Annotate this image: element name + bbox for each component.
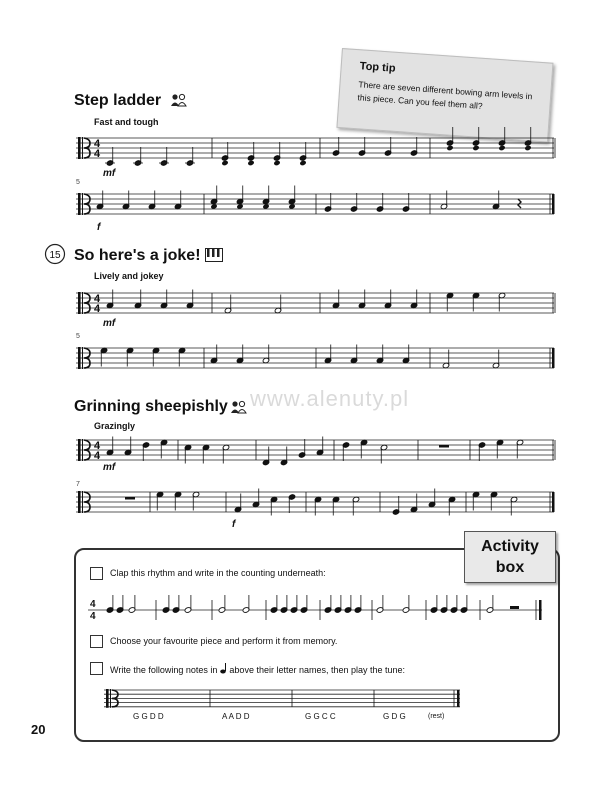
- tempo-marking: Fast and tough: [94, 117, 159, 127]
- whole-rest: [125, 497, 135, 500]
- time-signature: 4: [90, 599, 96, 610]
- alto-clef: [82, 292, 83, 314]
- task2-instruction: Choose your favourite piece and perform it from memory.: [110, 636, 338, 646]
- task3-checkbox[interactable]: [90, 662, 103, 675]
- quarter-note: [472, 145, 479, 151]
- time-signature: 4: [94, 138, 101, 150]
- alto-clef: [110, 689, 111, 708]
- activity-title-line1: Activity: [481, 538, 539, 555]
- letter-group-1: G G D D: [133, 712, 164, 721]
- dynamic-marking: f: [232, 519, 236, 530]
- letter-group-4: G D G: [383, 712, 406, 721]
- alto-clef: [82, 193, 83, 215]
- alto-clef: [78, 491, 81, 513]
- letter-group-2: A A D D: [222, 712, 250, 721]
- quarter-rest: [518, 199, 521, 208]
- bar-number: 5: [76, 179, 80, 186]
- tempo-marking: Lively and jokey: [94, 271, 164, 281]
- task3-text-before: Write the following notes in: [110, 665, 218, 675]
- task3-text-after: above their letter names, then play the tune:: [229, 665, 406, 675]
- alto-clef: [82, 491, 83, 513]
- time-signature: 4: [94, 450, 101, 462]
- watermark: www.alenuty.pl: [250, 386, 410, 411]
- time-signature: 4: [94, 303, 101, 315]
- piece-title-so-heres-a-joke: So here's a joke!: [74, 247, 201, 264]
- quarter-note: [524, 145, 531, 151]
- bar-number: 5: [76, 333, 80, 340]
- time-signature: 4: [94, 148, 101, 160]
- dynamic-marking: mf: [103, 462, 116, 473]
- alto-clef: [82, 137, 83, 159]
- alto-clef: [78, 292, 81, 314]
- piece-number: 15: [49, 250, 61, 261]
- quarter-note: [247, 160, 254, 166]
- top-tip-title: Top tip: [359, 60, 396, 75]
- barline: [552, 492, 555, 512]
- rhythm-line: [80, 590, 550, 630]
- quarter-note: [221, 160, 228, 166]
- alto-clef: [78, 137, 81, 159]
- time-signature: 4: [94, 440, 101, 452]
- activity-title-line2: box: [495, 559, 525, 576]
- quarter-note: [446, 145, 453, 151]
- quarter-note: [498, 145, 505, 151]
- whole-rest: [439, 445, 449, 448]
- alto-clef: [78, 439, 81, 461]
- quarter-note: [299, 160, 306, 166]
- page-number: 20: [31, 722, 46, 737]
- bar-number: 7: [76, 481, 80, 488]
- top-tip-text: There are seven different bowing arm levels in this piece. Can you feel them all?: [357, 79, 533, 111]
- quarter-note: [273, 160, 280, 166]
- half-rest: [510, 606, 519, 609]
- dynamic-marking: f: [97, 222, 101, 233]
- alto-clef: [82, 347, 83, 369]
- letter-group-3: G G C C: [305, 712, 336, 721]
- dynamic-marking: mf: [103, 168, 116, 179]
- tempo-marking: Grazingly: [94, 421, 136, 431]
- time-signature: 4: [90, 611, 96, 622]
- task1-instruction: Clap this rhythm and write in the counting underneath:: [110, 568, 326, 578]
- alto-clef: [78, 347, 81, 369]
- time-signature: 4: [94, 293, 101, 305]
- empty-note-staff: [100, 688, 465, 712]
- barline: [552, 348, 555, 368]
- alto-clef: [106, 689, 109, 708]
- task1-checkbox[interactable]: [90, 567, 103, 580]
- task3-instruction: [110, 663, 405, 675]
- activity-box-badge: [464, 531, 556, 583]
- crotchet-note-icon: [220, 663, 227, 674]
- alto-clef: [78, 193, 81, 215]
- alto-clef: [82, 439, 83, 461]
- piece-title-grinning-sheepishly: Grinning sheepishly: [74, 398, 228, 415]
- barline: [552, 194, 555, 214]
- rest-label: (rest): [428, 713, 445, 720]
- task2-checkbox[interactable]: [90, 635, 103, 648]
- dynamic-marking: mf: [103, 318, 116, 329]
- barline: [539, 600, 542, 620]
- barline: [457, 690, 460, 707]
- piece-title-step-ladder: Step ladder: [74, 92, 162, 109]
